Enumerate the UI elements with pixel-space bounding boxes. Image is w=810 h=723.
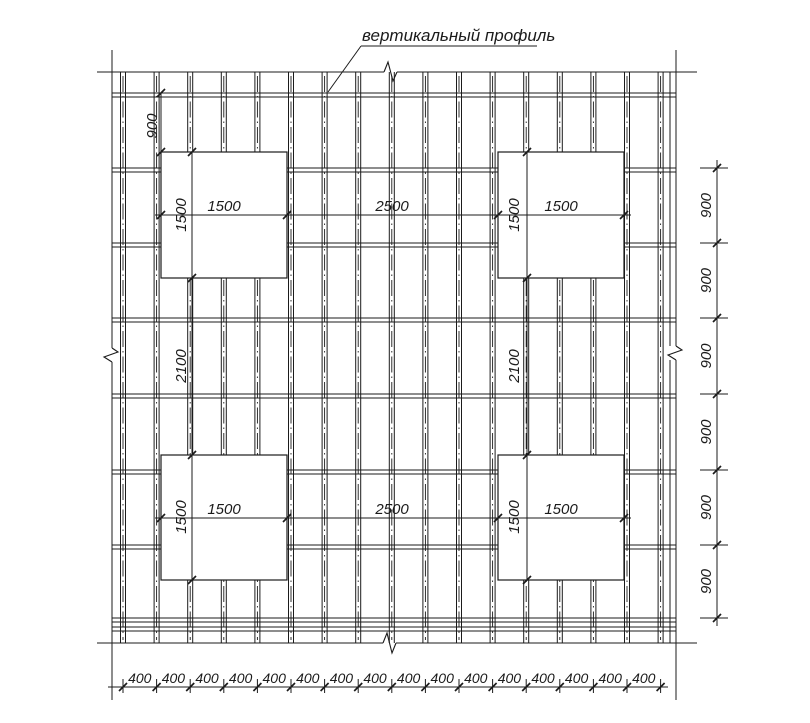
dim-label: 1500 xyxy=(173,500,190,534)
dim-label: 2500 xyxy=(375,501,409,518)
dim-label: 400 xyxy=(564,670,589,686)
dim-label: 400 xyxy=(128,670,152,686)
dim-label: 1500 xyxy=(506,198,523,232)
dim-label: 400 xyxy=(228,670,253,686)
dim-label: 400 xyxy=(363,670,387,686)
dim-label: 2500 xyxy=(375,198,409,215)
dim-label: 2100 xyxy=(173,349,190,383)
dim-label: 400 xyxy=(430,670,454,686)
dim-label: 900 xyxy=(698,267,715,294)
annotation xyxy=(328,26,555,92)
break-mark-left xyxy=(104,348,118,362)
dim-label: 400 xyxy=(464,670,488,686)
dimension-chain-right xyxy=(698,160,728,626)
break-mark-top xyxy=(384,62,397,81)
dim-label: 400 xyxy=(329,670,354,686)
dim-label: 900 xyxy=(698,568,715,595)
dim-label: 400 xyxy=(262,670,286,686)
dim-label: 1500 xyxy=(173,198,190,232)
dim-label: 900 xyxy=(698,192,715,219)
dim-label: 1500 xyxy=(207,198,241,215)
dim-label: 1500 xyxy=(544,198,578,215)
dim-label: 900 xyxy=(698,343,715,369)
dimension-column-right xyxy=(506,148,531,584)
dim-label: 400 xyxy=(195,670,219,686)
dim-label: 900 xyxy=(144,113,161,139)
dim-label: 1500 xyxy=(506,500,523,534)
dim-label: 1500 xyxy=(544,501,578,518)
dim-label: 900 xyxy=(698,419,715,445)
dim-label: 2100 xyxy=(506,349,523,383)
dim-label: 400 xyxy=(396,670,421,686)
dim-label: 400 xyxy=(632,670,656,686)
dim-label: 1500 xyxy=(207,501,241,518)
dim-label: 900 xyxy=(698,494,715,521)
dim-label: 400 xyxy=(531,670,555,686)
annotation-label: вертикальный профиль xyxy=(362,26,556,45)
dim-label: 400 xyxy=(598,670,622,686)
dim-label: 400 xyxy=(296,670,320,686)
dim-label: 400 xyxy=(161,670,186,686)
break-mark-right xyxy=(668,346,682,360)
dim-label: 400 xyxy=(497,670,522,686)
